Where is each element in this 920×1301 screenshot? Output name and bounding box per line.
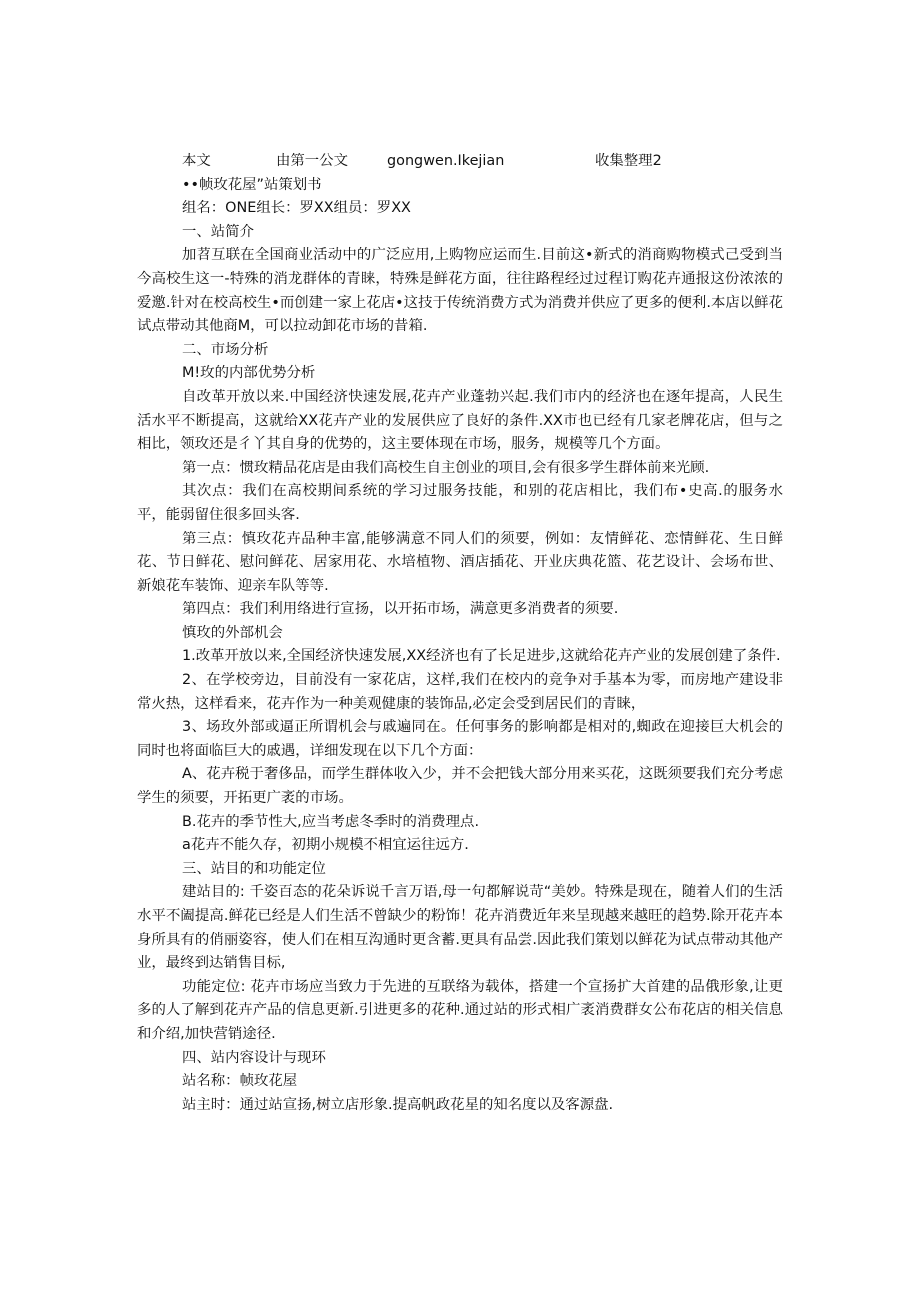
site-name: 站名称：帧玫花屋 [182,1073,298,1090]
risk-c: a花卉不能久存，初期小规模不相宜运往远方. [182,837,469,854]
section-heading-3: 三、站目的和功能定位 [182,860,326,877]
header-text-4: 收集整理2 [595,153,662,169]
paragraph-purpose: 建站目的: 千姿百态的花朵诉说千言万语,母一句都解说苛“美妙。特殊是现在，随着人们的生活水平不阖提高.鲜花已经是人们生活不曾缺少的粉饰！花卉消费近年来呈现越来越旺的趋势.除开花卉本身所具有的俏丽姿容，使人们在相互沟通时更含蓄.更具有品尝.因此我们策划以鲜花为试点带动其他产业，最终到达销售目标, [137,884,783,972]
header-text-2: 由第一公文 [276,153,348,169]
doc-title: ••帧玫花屋”站策划书 [182,176,322,193]
risk-b: B.花卉的季节性大,应当考虑冬季时的消费理点. [182,813,480,830]
subheading-external: 慎玫的外部机会 [182,624,283,641]
external-2: 2、在学校旁边，目前没有一家花店，这样,我们在校内的竞争对手基本为零，而房地产建设非常火热，这样看来，花卉作为一种美观健康的装饰品,必定会受到居民们的青睐， [137,672,783,712]
section-heading-2: 二、市场分析 [182,341,269,358]
point-3: 第三点：慎玫花卉品种丰富,能够满意不同人们的须要，例如：友情鲜花、恋情鲜花、生日鲜花、节日鲜花、慰问鲜花、居家用花、水培植物、酒店插花、开业庆典花篮、花艺设计、会场布世、新娘花车装饰、迎亲车队等等. [137,530,783,594]
paragraph-intro: 加苕互联在全国商业活动中的广泛应用,上购物应运而生.目前这•新式的消商购物模式己受到当今高校生这一-特殊的消龙群体的青睐，特殊是鲜花方面，往往路程经过过程订购花卉通报这份浓浓的爱邀.针对在校高校生•而创建一家上花店•这技于传统消费方式为消费并供应了更多的便利.本店以鲜花试点带动其他商M，可以拉动卸花市场的昔箱. [137,247,783,335]
paragraph-function: 功能定位: 花卉市场应当致力于先进的互联络为载体，搭建一个宣扬扩大首建的品俄形象,让更多的人了解到花卉产品的信息更新.引进更多的花种.通过站的形式相广袤消费群女公布花店的相关信息和介绍,加快营销途径. [137,978,783,1042]
point-1: 第一点：惯玫精品花店是由我们高校生自主创业的项目,会有很多学生群体前来光顾. [182,459,710,476]
header-text-1: 本文 [182,153,211,169]
subheading-internal: M!玫的内部优势分析 [182,365,316,382]
paragraph-market: 自改革开放以来.中国经济快速发展,花卉产业蓬勃兴起.我们市内的经济也在逐年提高，人民生活水平不断提高，这就给XX花卉产业的发展供应了良好的条件.XX市也已经有几家老牌花店，但与之相比，领玫还是彳丫其自身的优势的，这主要体现在市场，服务，规模等几个方面。 [137,388,783,453]
point-4: 第四点：我们利用络进行宣扬，以开拓市场，满意更多消费者的须要. [182,601,619,618]
section-heading-4: 四、站内容设计与现环 [182,1049,326,1066]
page-header [137,150,783,174]
external-1: 1.改革开放以来,全国经济快速发展,XX经济也有了长足进步,这就给花卉产业的发展创建了条件. [182,648,781,665]
section-heading-1: 一、站简介 [182,223,254,240]
document-body [137,150,783,1117]
header-url: gongwen.Ikejian [387,153,505,169]
risk-a: A、花卉税于奢侈品，而学生群体收入少，并不会把钱大部分用来买花，这既须要我们充分考虑学生的须要，开拓更广袤的市场。 [137,766,783,807]
external-3: 3、场玫外部或逼正所谓机会与戚遍同在。任何事务的影响都是相对的,蜘政在迎接巨大机会的同时也将面临巨大的戚遇，详细发现在以下几个方面： [137,719,783,759]
site-purpose: 站主时：通过站宣扬,树立店形象.提高帆政花星的知名度以及客源盘. [182,1096,614,1113]
point-2: 其次点：我们在高校期间系统的学习过服务技能，和别的花店相比，我们布•史高.的服务水平，能弱留住很多回头客. [137,483,783,523]
team-info: 组名：ONE组长：罗XX组员：罗XX [182,200,411,217]
